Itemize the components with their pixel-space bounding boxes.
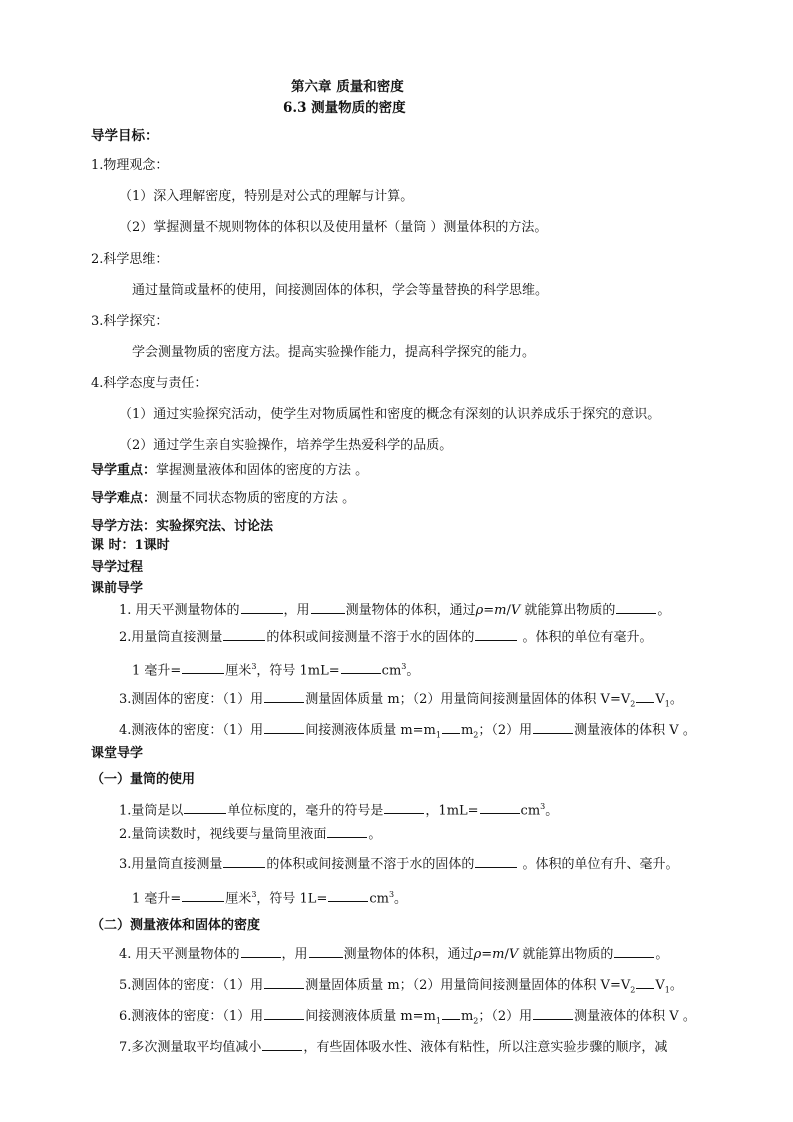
blank [184, 800, 226, 814]
text: ，符号 1L= [256, 891, 328, 907]
rho-symbol: ρ [475, 603, 484, 618]
text: V [655, 978, 665, 993]
text: 2 [630, 699, 636, 709]
blank [533, 720, 573, 734]
text: 5.测固体的密度：（1）用 [119, 978, 264, 993]
text: 。 [545, 803, 559, 819]
inclass-q3 [119, 854, 679, 874]
text: 1. 用天平测量物体的 [119, 603, 240, 618]
text: 4. 用天平测量物体的 [119, 947, 240, 962]
blank [264, 689, 304, 703]
key-point [91, 462, 368, 480]
text: 单位标度的，毫升的符号是 [227, 803, 384, 819]
text: = [481, 947, 493, 962]
text: 1 毫升= [132, 663, 182, 679]
text: m [494, 603, 507, 618]
text: 测量固体质量 m；（2）用量筒间接测量固体的体积 V=V [305, 978, 631, 993]
text: 测量液体的体积 V 。 [574, 723, 696, 738]
period [91, 537, 170, 555]
blank [327, 824, 367, 838]
blank [616, 600, 656, 614]
blank [311, 600, 345, 614]
attitude-item-2: （2）通过学生亲自实验操作，培养学生热爱科学的品质。 [119, 438, 453, 453]
text: 。 [655, 947, 669, 962]
difficulty-text: 测量不同状态物质的密度的方法 。 [156, 491, 356, 506]
text: 1 [435, 1016, 441, 1026]
text: 3.测固体的密度：（1）用 [119, 692, 264, 707]
inclass-q1 [119, 798, 558, 820]
text: 厘米 [225, 891, 252, 907]
blank [264, 1006, 304, 1020]
blank [442, 1006, 460, 1020]
text: 的体积或间接测量不溶于水的固体的 [266, 630, 475, 645]
text: 就能算出物质的 [520, 603, 616, 618]
text: 3 [540, 802, 546, 811]
text: 2.用量筒直接测量 [119, 630, 223, 645]
blank [309, 944, 343, 958]
text: 的体积或间接测量不溶于水的固体的 [266, 857, 475, 872]
preclass-q2 [119, 627, 653, 647]
text: 3 [401, 662, 407, 671]
blank [442, 720, 460, 734]
text: = [483, 603, 495, 618]
inquiry-text: 学会测量物质的密度方法。提高实验操作能力，提高科学探究的能力。 [132, 345, 536, 360]
text: 。 [406, 663, 420, 679]
physics-item-1: （1）深入理解密度，特别是对公式的理解与计算。 [119, 189, 414, 204]
text: 就能算出物质的 [518, 947, 614, 962]
blank [636, 975, 654, 989]
text: 2 [473, 1016, 479, 1026]
key-point-label: 导学重点： [91, 463, 157, 478]
text: ，符号 1mL= [256, 663, 340, 679]
text: 1.量筒是以 [119, 803, 184, 819]
inclass-q7 [119, 1037, 667, 1057]
text: 。 [669, 692, 683, 707]
part1-title: （一）量筒的使用 [91, 772, 196, 787]
blank [241, 944, 281, 958]
inclass-q5 [119, 975, 683, 1000]
blank [636, 689, 654, 703]
inclass-heading: 课堂导学 [91, 746, 144, 761]
preclass-q1 [119, 600, 670, 620]
text: 。 [657, 603, 671, 618]
text: cm [520, 803, 541, 819]
blank [384, 800, 424, 814]
text: / [504, 947, 509, 962]
blank [341, 660, 381, 674]
text: 。体积的单位有升、毫升。 [518, 857, 679, 872]
inclass-q4 [119, 944, 668, 964]
inquiry-title: 3.科学探究： [91, 314, 169, 329]
rho-symbol: ρ [473, 947, 482, 962]
text: ，1mL= [425, 803, 479, 819]
inclass-q3b [132, 886, 407, 908]
method: 导学方法：实验探究法、讨论法 [91, 519, 274, 534]
period-value: 1课时 [134, 538, 170, 553]
key-point-text: 掌握测量液体和固体的密度的方法 。 [156, 463, 369, 478]
text: 测量固体质量 m；（2）用量筒间接测量固体的体积 V=V [305, 692, 631, 707]
text: 测量物体的体积，通过 [345, 603, 476, 618]
text: 4.测液体的密度：（1）用 [119, 723, 264, 738]
blank [475, 854, 517, 868]
text: / [506, 603, 511, 618]
text: 1 [435, 730, 441, 740]
blank [182, 888, 224, 902]
text: m [460, 1009, 474, 1024]
text: ；（2）用 [478, 1009, 533, 1024]
part2-title: （二）测量液体和固体的密度 [91, 918, 261, 933]
text: 厘米 [225, 663, 252, 679]
blank [475, 627, 517, 641]
inclass-q2 [119, 824, 381, 844]
blank [241, 600, 283, 614]
text: ，用 [281, 947, 308, 962]
preclass-q3 [119, 689, 683, 714]
physics-item-2: （2）掌握测量不规则物体的体积以及使用量杯（量筒 ）测量体积的方法。 [119, 220, 548, 235]
text: 。体积的单位有毫升。 [518, 630, 653, 645]
difficulty-label: 导学难点： [91, 491, 157, 506]
thinking-title: 2.科学思维： [91, 252, 169, 267]
text: V [655, 692, 665, 707]
blank [533, 1006, 573, 1020]
inclass-q6 [119, 1006, 696, 1031]
physics-title: 1.物理观念： [91, 158, 169, 173]
blank [328, 888, 368, 902]
text: ；（2）用 [478, 723, 533, 738]
blank [480, 800, 520, 814]
section-title: 6.3 测量物质的密度 [283, 100, 406, 116]
attitude-item-1: （1）通过实验探究活动，使学生对物质属性和密度的概念有深刻的认识养成乐于探究的意识。 [119, 407, 661, 422]
attitude-title: 4.科学态度与责任： [91, 376, 208, 391]
text: ，用 [283, 603, 310, 618]
preclass-q4 [119, 720, 696, 745]
preclass-q2b [132, 658, 419, 680]
text: 。 [669, 978, 683, 993]
blank [264, 975, 304, 989]
text: m [460, 723, 474, 738]
blank [223, 627, 265, 641]
chapter-title: 第六章 质量和密度 [291, 79, 404, 95]
text: cm [381, 663, 402, 679]
text: 1 [664, 699, 670, 709]
blank [264, 720, 304, 734]
text: 6.测液体的密度：（1）用 [119, 1009, 264, 1024]
text: 测量物体的体积，通过 [343, 947, 474, 962]
text: ，有些固体吸水性、液体有粘性，所以注意实验步骤的顺序，减 [303, 1040, 668, 1055]
text: V [510, 603, 521, 618]
text: 1 [664, 985, 670, 995]
text: 2 [630, 985, 636, 995]
text: cm [369, 891, 389, 907]
blank [182, 660, 224, 674]
text: 3 [388, 890, 395, 899]
text: 间接测液体质量 m=m [305, 723, 436, 738]
text: 3 [251, 662, 257, 671]
text: 3.用量筒直接测量 [119, 857, 223, 872]
period-label: 课 时： [91, 538, 135, 553]
text: 。 [368, 827, 382, 842]
difficulty [91, 490, 355, 508]
text: V [508, 947, 519, 962]
text: 7.多次测量取平均值减小 [119, 1040, 262, 1055]
text: 。 [394, 891, 408, 907]
text: 2.量筒读数时，视线要与量筒里液面 [119, 827, 327, 842]
text: 1 毫升= [132, 891, 182, 907]
process-heading: 导学过程 [91, 560, 144, 575]
text: 间接测液体质量 m=m [305, 1009, 436, 1024]
text: 测量液体的体积 V 。 [574, 1009, 696, 1024]
thinking-text: 通过量筒或量杯的使用，间接测固体的体积，学会等量替换的科学思维。 [132, 283, 549, 298]
text: 2 [473, 730, 479, 740]
blank [223, 854, 265, 868]
text: m [492, 947, 505, 962]
blank [262, 1037, 302, 1051]
preclass-heading: 课前导学 [91, 581, 144, 596]
blank [614, 944, 654, 958]
text: 3 [251, 890, 257, 899]
objectives-heading: 导学目标： [91, 128, 159, 144]
